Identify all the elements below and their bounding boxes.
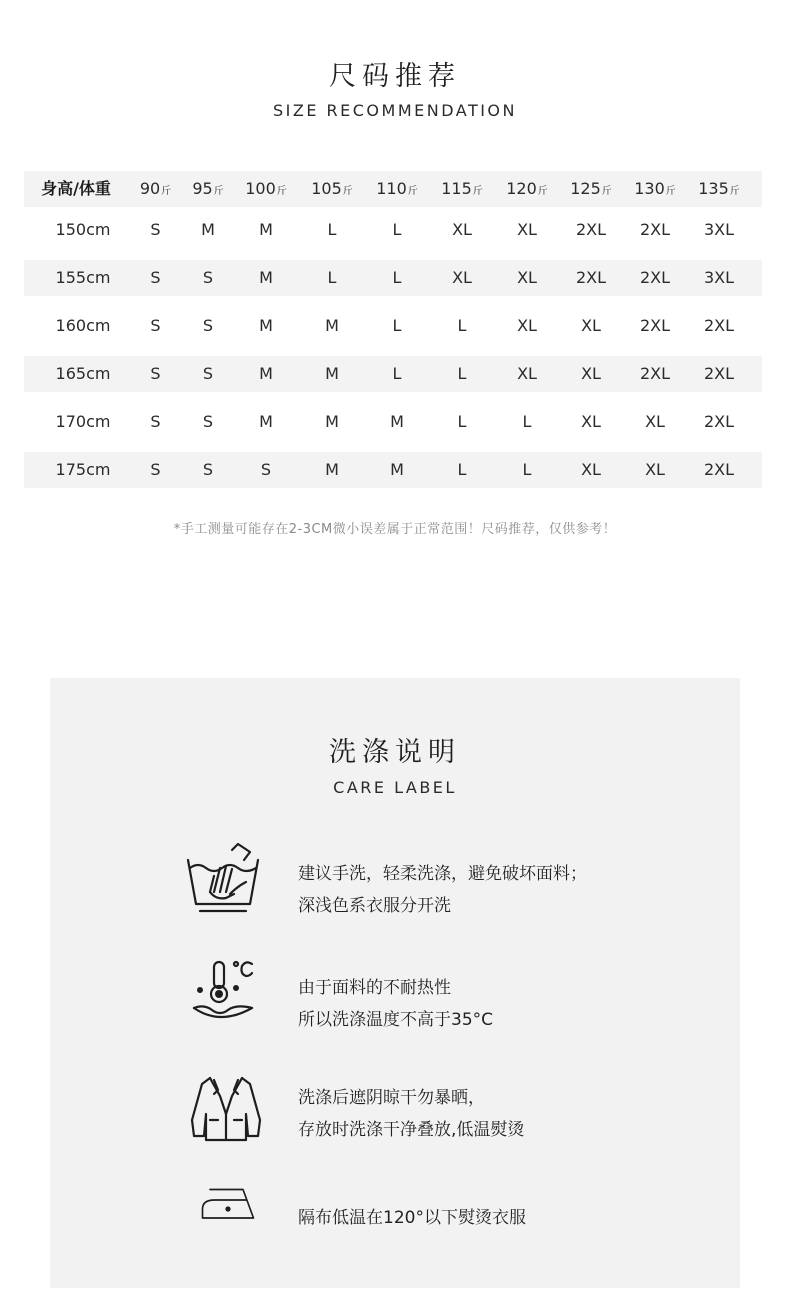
size-cell: 2XL <box>703 364 735 383</box>
weight-header: 115斤 <box>441 179 483 198</box>
size-table-row <box>24 356 762 392</box>
height-cell: 160cm <box>55 316 111 335</box>
size-cell: M <box>259 316 273 335</box>
size-cell: 3XL <box>703 268 735 287</box>
weight-header: 130斤 <box>634 179 676 198</box>
care-text-line: 由于面料的不耐热性 <box>298 978 451 998</box>
size-cell: L <box>392 364 402 383</box>
size-cell: M <box>201 220 215 239</box>
size-title-en: SIZE RECOMMENDATION <box>272 101 517 120</box>
size-cell: M <box>259 412 273 431</box>
size-cell: 2XL <box>639 316 671 335</box>
size-cell: M <box>325 412 339 431</box>
care-item-iron <box>180 1182 600 1242</box>
size-cell: S <box>260 460 272 479</box>
weight-header: 100斤 <box>245 179 287 198</box>
size-cell: 3XL <box>703 220 735 239</box>
size-cell: M <box>325 460 339 479</box>
size-cell: S <box>150 220 161 239</box>
size-cell: XL <box>645 412 665 431</box>
size-cell: 2XL <box>639 220 671 239</box>
care-text-line: 存放时洗涤干净叠放,低温熨烫 <box>298 1120 525 1140</box>
care-text-line: 所以洗涤温度不高于35°C <box>298 1010 494 1030</box>
weight-header: 125斤 <box>570 179 612 198</box>
size-cell: L <box>522 460 532 479</box>
size-cell: XL <box>517 268 537 287</box>
size-cell: L <box>522 412 532 431</box>
jacket-icon <box>180 1070 276 1150</box>
weight-header: 105斤 <box>311 179 353 198</box>
size-cell: XL <box>452 220 472 239</box>
size-cell: S <box>150 412 161 431</box>
height-cell: 150cm <box>55 220 111 239</box>
weight-header: 110斤 <box>376 179 418 198</box>
size-cell: 2XL <box>703 460 735 479</box>
weight-header: 120斤 <box>506 179 548 198</box>
size-cell: L <box>392 220 402 239</box>
size-table-row <box>24 452 762 488</box>
size-cell: L <box>457 316 467 335</box>
care-text-line: 建议手洗，轻柔洗涤，避免破坏面料； <box>298 864 587 884</box>
size-cell: 2XL <box>703 412 735 431</box>
height-cell: 175cm <box>55 460 111 479</box>
hand-wash-icon <box>180 838 276 918</box>
care-item-temperature <box>180 956 600 1036</box>
size-cell: L <box>457 460 467 479</box>
size-cell: XL <box>452 268 472 287</box>
size-cell: XL <box>645 460 665 479</box>
size-cell: XL <box>517 316 537 335</box>
care-text-line: 隔布低温在120°以下熨烫衣服 <box>298 1208 526 1228</box>
size-cell: 2XL <box>639 364 671 383</box>
size-cell: XL <box>581 460 601 479</box>
size-cell: S <box>202 364 214 383</box>
size-cell: S <box>202 460 214 479</box>
size-cell: L <box>327 220 337 239</box>
care-title-en: CARE LABEL <box>333 778 457 797</box>
height-cell: 155cm <box>55 268 111 287</box>
size-cell: S <box>202 316 214 335</box>
size-cell: M <box>259 220 273 239</box>
care-text-line: 深浅色系衣服分开洗 <box>298 896 451 916</box>
size-cell: 2XL <box>639 268 671 287</box>
size-cell: S <box>202 268 214 287</box>
care-item-jacket <box>180 1070 600 1150</box>
water-temperature-icon <box>180 956 276 1036</box>
height-cell: 170cm <box>55 412 111 431</box>
size-table <box>24 171 762 500</box>
size-cell: S <box>150 460 161 479</box>
height-cell: 165cm <box>55 364 111 383</box>
size-cell: S <box>150 316 161 335</box>
size-cell: XL <box>581 364 601 383</box>
size-cell: 2XL <box>575 220 607 239</box>
size-table-row <box>24 212 762 248</box>
size-cell: L <box>392 316 402 335</box>
weight-header: 90斤 <box>139 179 172 198</box>
care-title-cn: 洗涤说明 <box>329 737 461 768</box>
size-table-row <box>24 260 762 296</box>
size-cell: XL <box>581 316 601 335</box>
size-cell: M <box>325 316 339 335</box>
size-cell: 2XL <box>703 316 735 335</box>
weight-header: 95斤 <box>192 179 224 198</box>
size-cell: M <box>259 268 273 287</box>
size-cell: L <box>457 412 467 431</box>
size-cell: XL <box>581 412 601 431</box>
size-cell: M <box>390 460 404 479</box>
size-title-cn: 尺码推荐 <box>329 61 461 92</box>
size-table-row <box>24 308 762 344</box>
iron-icon <box>180 1182 276 1242</box>
size-cell: 2XL <box>575 268 607 287</box>
size-cell: S <box>150 268 161 287</box>
size-table-row <box>24 404 762 440</box>
size-cell: M <box>390 412 404 431</box>
size-table-header <box>24 171 762 207</box>
weight-header: 135斤 <box>698 179 740 198</box>
corner-label: 身高/体重 <box>41 179 111 198</box>
size-cell: L <box>392 268 402 287</box>
care-item-hand-wash <box>180 838 600 928</box>
size-cell: L <box>327 268 337 287</box>
size-note: *手工测量可能存在2-3CM微小误差属于正常范围！尺码推荐，仅供参考！ <box>173 522 617 537</box>
size-cell: XL <box>517 364 537 383</box>
size-cell: L <box>457 364 467 383</box>
care-text-line: 洗涤后遮阴晾干勿暴晒， <box>298 1088 485 1108</box>
size-cell: S <box>150 364 161 383</box>
size-cell: XL <box>517 220 537 239</box>
size-cell: M <box>259 364 273 383</box>
size-cell: S <box>202 412 214 431</box>
size-cell: M <box>325 364 339 383</box>
